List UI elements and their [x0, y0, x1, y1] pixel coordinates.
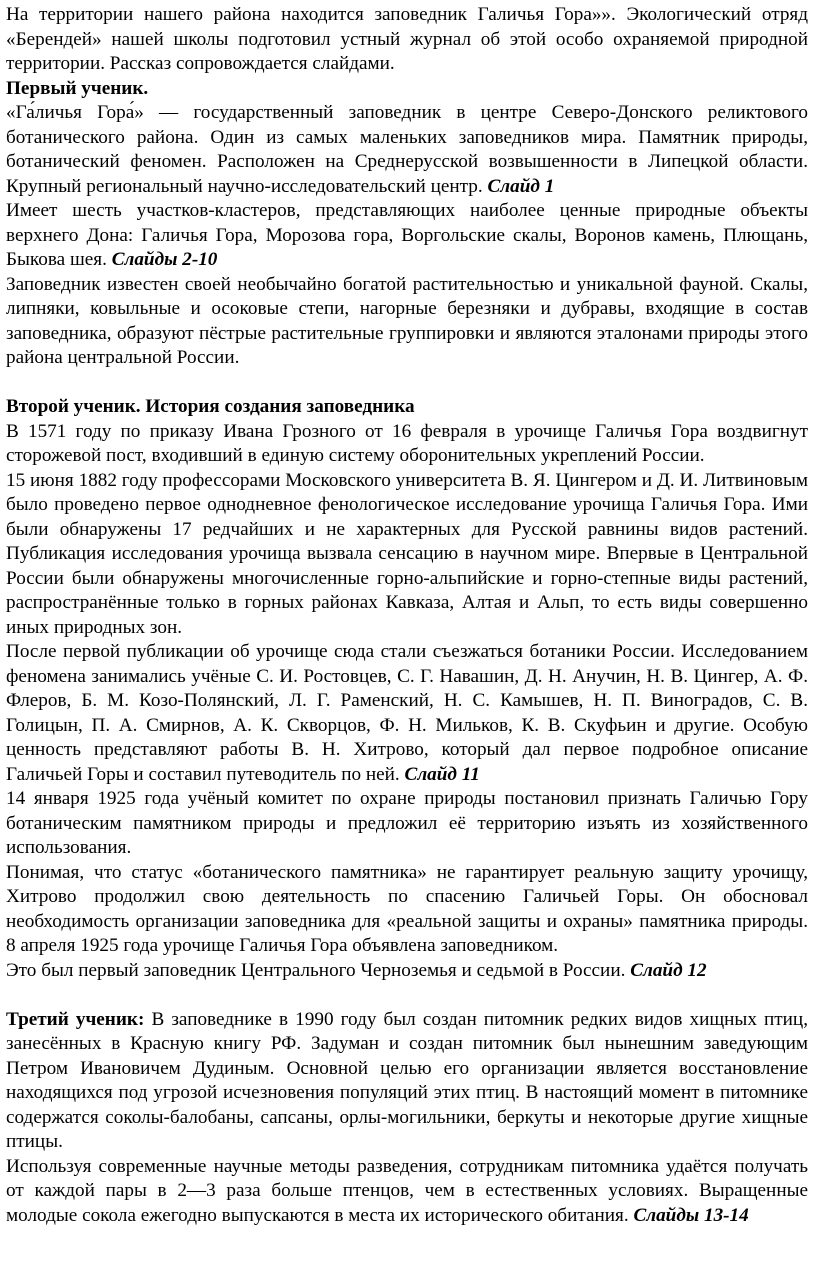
- paragraph: В 1571 году по приказу Ивана Грозного от 16 февраля в урочище Галичья Гора воздвигнут сторожевой пост, входивший в единую систему оборонительных укреплений России.: [6, 420, 808, 466]
- section-heading: Третий ученик:: [6, 1008, 145, 1030]
- paragraph: [6, 199, 808, 273]
- paragraph-text: «Га́личья Гора́» — государственный заповедник в центре Северо-Донского реликтового ботанического района. Один из самых маленьких заповедников мира. Памятник природы, ботанический феномен. Расположен на Среднерусской возвышенности в Липецкой области. Крупный региональный научно-исследовательский центр.: [6, 102, 808, 197]
- paragraph: [6, 1008, 808, 1155]
- slide-reference: Слайды 2-10: [111, 249, 218, 270]
- slide-reference: Слайды 13-14: [633, 1204, 749, 1226]
- paragraph: [6, 1155, 808, 1229]
- slide-reference: Слайд 12: [630, 959, 707, 981]
- paragraph-text: Используя современные научные методы разведения, сотрудникам питомника удаётся получать от каждой пары в 2—3 раза больше птенцов, чем в естественных условиях. Выращенные молодые сокола ежегодно выпускаются в места их исторического обитания.: [6, 1155, 808, 1226]
- paragraph: Заповедник известен своей необычайно богатой растительностью и уникальной фауной. Скалы, липняки, ковыльные и осоковые степи, нагорные березняки и дубравы, входящие в состав заповедника, образуют пёстрые растительные группировки и являются эталонами природы этого района центральной России.: [6, 273, 808, 368]
- section-heading: Второй ученик. История создания заповедника: [6, 396, 415, 417]
- paragraph: [6, 959, 808, 984]
- paragraph: 15 июня 1882 году профессорами Московского университета В. Я. Цингером и Д. И. Литвиновым было проведено первое однодневное фенологическое исследование урочища Галичья Гора. Ими были обнаружены 17 редчайших и не характерных для Русской равнины видов растений. Публикация исследования урочища вызвала сенсацию в научном мире. Впервые в Центральной России были обнаружены многочисленные горно-альпийские и горно-степные виды растений, распространённые только в горных районах Кавказа, Алтая и Альп, то есть виды совершенно иных природных зон.: [6, 469, 808, 638]
- paragraph: [6, 640, 808, 787]
- paragraph-text: После первой публикации об урочище сюда стали съезжаться ботаники России. Исследованием феномена занимались учёные С. И. Ростовцев, С. Г. Навашин, Д. Н. Анучин, Н. В. Цингер, А. Ф. Флеров, Б. М. Козо-Полянский, Л. Г. Раменский, Н. С. Камышев, Н. П. Виноградов, С. В. Голицын, П. А. Смирнов, А. К. Скворцов, Ф. Н. Мильков, К. В. Скуфьин и другие. Особую ценность представляют работы В. Н. Хитрово, который дал первое подробное описание Галичьей Горы и составил путеводитель по ней.: [6, 641, 808, 785]
- slide-reference: Слайд 11: [404, 763, 480, 785]
- paragraph-text: Это был первый заповедник Центрального Черноземья и седьмой в России.: [6, 959, 631, 981]
- paragraph-text: Имеет шесть участков-кластеров, представляющих наиболее ценные природные объекты верхнего Дона: Галичья Гора, Морозова гора, Воргольские скалы, Воронов камень, Плющань, Быкова шея.: [6, 200, 808, 270]
- section-heading: Первый ученик.: [6, 77, 149, 99]
- paragraph: [6, 101, 808, 199]
- paragraph-text: В заповеднике в 1990 году был создан питомник редких видов хищных птиц, занесённых в Красную книгу РФ. Задуман и создан питомник был нынешним заведующим Петром Ивановичем Дудиным. Основной целью его организации является восстановление находящихся под угрозой исчезновения популяций этих птиц. В настоящий момент в питомнике содержатся соколы-балобаны, сапсаны, орлы-могильники, беркуты и некоторые другие хищные птицы.: [6, 1008, 808, 1152]
- intro-paragraph: На территории нашего района находится заповедник Галичья Гора»». Экологический отряд «Берендей» нашей школы подготовил устный журнал об этой особо охраняемой природной территории. Рассказ сопровождается слайдами.: [6, 4, 808, 74]
- slide-reference: Слайд 1: [487, 175, 555, 197]
- paragraph: Понимая, что статус «ботанического памятника» не гарантирует реальную защиту урочищу, Хитрово продолжил свою деятельность по спасению Галичьей Горы. Он обосновал необходимость организации заповедника для «реальной защиты и охраны» памятника природы. 8 апреля 1925 года урочище Галичья Гора объявлена заповедником.: [6, 861, 808, 956]
- paragraph: 14 января 1925 года учёный комитет по охране природы постановил признать Галичью Гору ботаническим памятником природы и предложил её территорию изъять из хозяйственного использования.: [6, 788, 808, 858]
